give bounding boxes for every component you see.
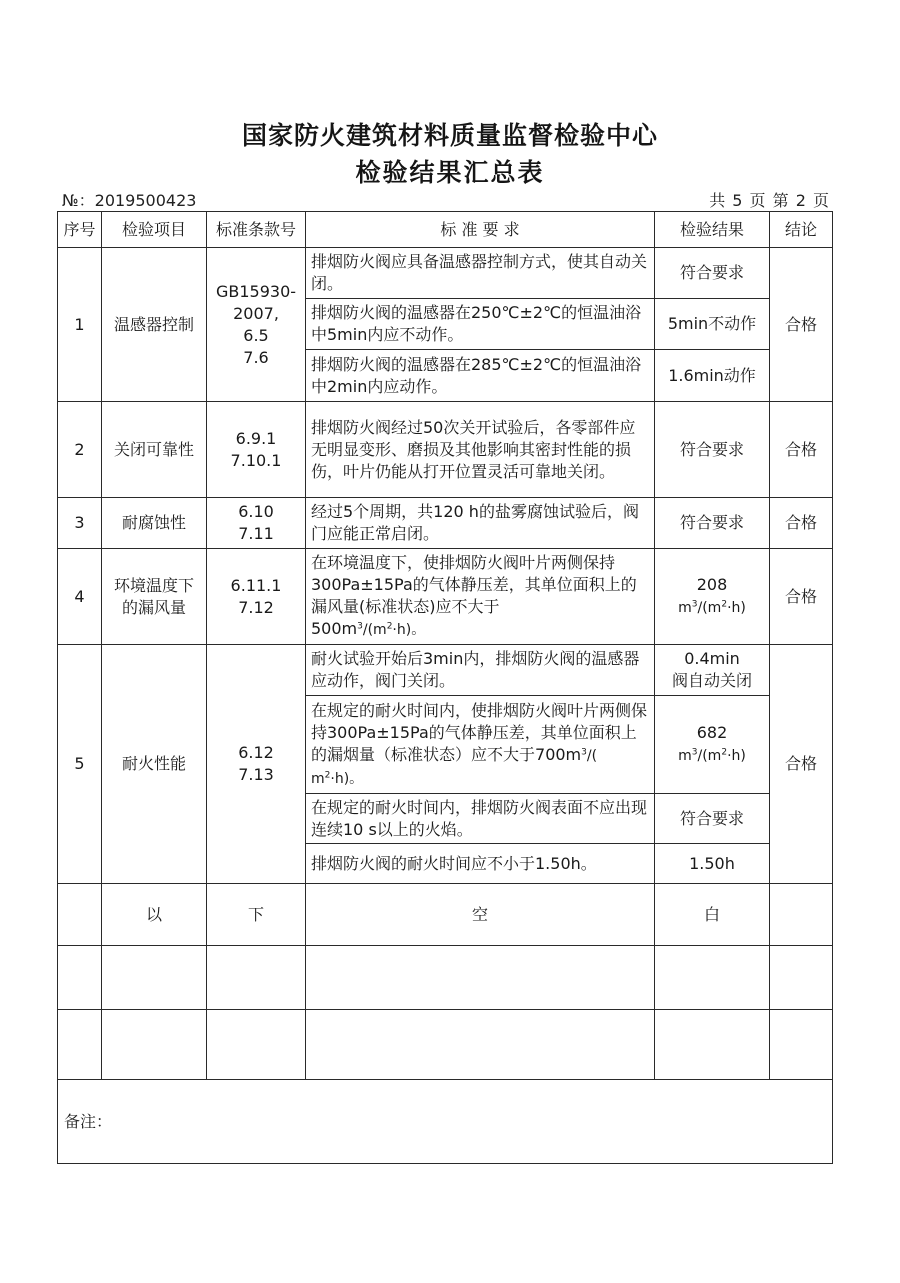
item-clause: 6.10 7.11 <box>207 498 306 549</box>
report-subtitle: 检验结果汇总表 <box>355 158 545 187</box>
blank-marker-row <box>58 884 833 946</box>
col-header-clause: 标准条款号 <box>207 212 306 248</box>
item-name: 关闭可靠性 <box>102 402 207 498</box>
blank-marker-3: 空 <box>306 884 655 946</box>
blank-marker-4: 白 <box>655 884 770 946</box>
item-no: 5 <box>58 645 102 884</box>
item-no: 1 <box>58 248 102 402</box>
empty-row <box>58 946 833 1010</box>
table-row <box>58 549 833 645</box>
blank-marker-2: 下 <box>207 884 306 946</box>
col-header-result: 检验结果 <box>655 212 770 248</box>
item-requirement: 排烟防火阀的温感器在285℃±2℃的恒温油浴中2min内应动作。 <box>306 350 655 402</box>
item-requirement: 在规定的耐火时间内，排烟防火阀表面不应出现连续10 s以上的火焰。 <box>306 794 655 844</box>
col-header-item: 检验项目 <box>102 212 207 248</box>
remarks-label: 备注： <box>58 1080 833 1164</box>
item-requirement: 在环境温度下，使排烟防火阀叶片两侧保持300Pa±15Pa的气体静压差，其单位面积上的漏风量(标准状态)应不大于 $500m^3/(m^2\cdot h)$。 <box>306 549 655 645</box>
col-header-conclusion: 结论 <box>770 212 833 248</box>
requirement-limit: 700m <box>535 744 582 764</box>
item-conclusion: 合格 <box>770 645 833 884</box>
requirement-text: 在环境温度下，使排烟防火阀叶片两侧保持300Pa±15Pa的气体静压差，其单位面积上的漏风量(标准状态)应不大于 <box>311 553 637 616</box>
item-requirement: 排烟防火阀经过50次关开试验后，各零部件应无明显变形、磨损及其他影响其密封性能的损伤，叶片仍能从打开位置灵活可靠地关闭。 <box>306 402 655 498</box>
item-no: 2 <box>58 402 102 498</box>
table-row <box>58 498 833 549</box>
item-result: 符合要求 <box>655 498 770 549</box>
item-result: 208 $m^3/(m^2\cdot h)$ <box>655 549 770 645</box>
remarks-row <box>58 1080 833 1164</box>
item-name: 温感器控制 <box>102 248 207 402</box>
item-clause: 6.12 7.13 <box>207 645 306 884</box>
item-clause: GB15930- 2007, 6.5 7.6 <box>207 248 306 402</box>
blank-marker-1: 以 <box>102 884 207 946</box>
results-table <box>57 211 833 1164</box>
result-unit: m <box>678 600 692 616</box>
result-value: 208 <box>696 575 728 594</box>
item-requirement: 在规定的耐火时间内，使排烟防火阀叶片两侧保持300Pa±15Pa的气体静压差，其单位面积上的漏烟量（标准状态）应不大于$700m^3/$( $m^2\cdot h$)。 <box>306 696 655 794</box>
report-title: 国家防火建筑材料质量监督检验中心 <box>241 121 658 150</box>
item-conclusion: 合格 <box>770 498 833 549</box>
item-requirement: 经过5个周期，共120 h的盐雾腐蚀试验后，阀门应能正常启闭。 <box>306 498 655 549</box>
item-result: 5min不动作 <box>655 299 770 350</box>
result-unit: m <box>678 748 692 764</box>
page-info: 共 5 页 第 2 页 <box>709 191 830 210</box>
item-requirement: 耐火试验开始后3min内，排烟防火阀的温感器应动作，阀门关闭。 <box>306 645 655 696</box>
empty-row <box>58 1010 833 1080</box>
item-conclusion: 合格 <box>770 402 833 498</box>
table-row <box>58 248 833 299</box>
table-row <box>58 402 833 498</box>
header-row <box>58 212 833 248</box>
item-result: 0.4min 阀自动关闭 <box>655 645 770 696</box>
item-no: 4 <box>58 549 102 645</box>
item-result: 符合要求 <box>655 248 770 299</box>
item-name: 耐火性能 <box>102 645 207 884</box>
item-requirement: 排烟防火阀的温感器在250℃±2℃的恒温油浴中5min内应不动作。 <box>306 299 655 350</box>
item-result: 682 $m^3/(m^2\cdot h)$ <box>655 696 770 794</box>
item-result: 1.6min动作 <box>655 350 770 402</box>
item-name: 环境温度下 的漏风量 <box>102 549 207 645</box>
item-result: 符合要求 <box>655 402 770 498</box>
item-requirement: 排烟防火阀应具备温感器控制方式，使其自动关闭。 <box>306 248 655 299</box>
item-clause: 6.9.1 7.10.1 <box>207 402 306 498</box>
col-header-no: 序号 <box>58 212 102 248</box>
item-conclusion: 合格 <box>770 549 833 645</box>
report-number: №：2019500423 <box>62 191 197 210</box>
item-name: 耐腐蚀性 <box>102 498 207 549</box>
item-requirement: 排烟防火阀的耐火时间应不小于1.50h。 <box>306 844 655 884</box>
table-row <box>58 645 833 696</box>
item-result: 1.50h <box>655 844 770 884</box>
item-no: 3 <box>58 498 102 549</box>
requirement-limit: 500m <box>311 619 358 638</box>
col-header-requirement: 标 准 要 求 <box>306 212 655 248</box>
requirement-text: 在规定的耐火时间内，使排烟防火阀叶片两侧保持300Pa±15Pa的气体静压差，其单位面积上的漏烟量（标准状态）应不大于 <box>311 700 648 764</box>
item-conclusion: 合格 <box>770 248 833 402</box>
result-value: 682 <box>696 723 728 742</box>
item-clause: 6.11.1 7.12 <box>207 549 306 645</box>
item-result: 符合要求 <box>655 794 770 844</box>
